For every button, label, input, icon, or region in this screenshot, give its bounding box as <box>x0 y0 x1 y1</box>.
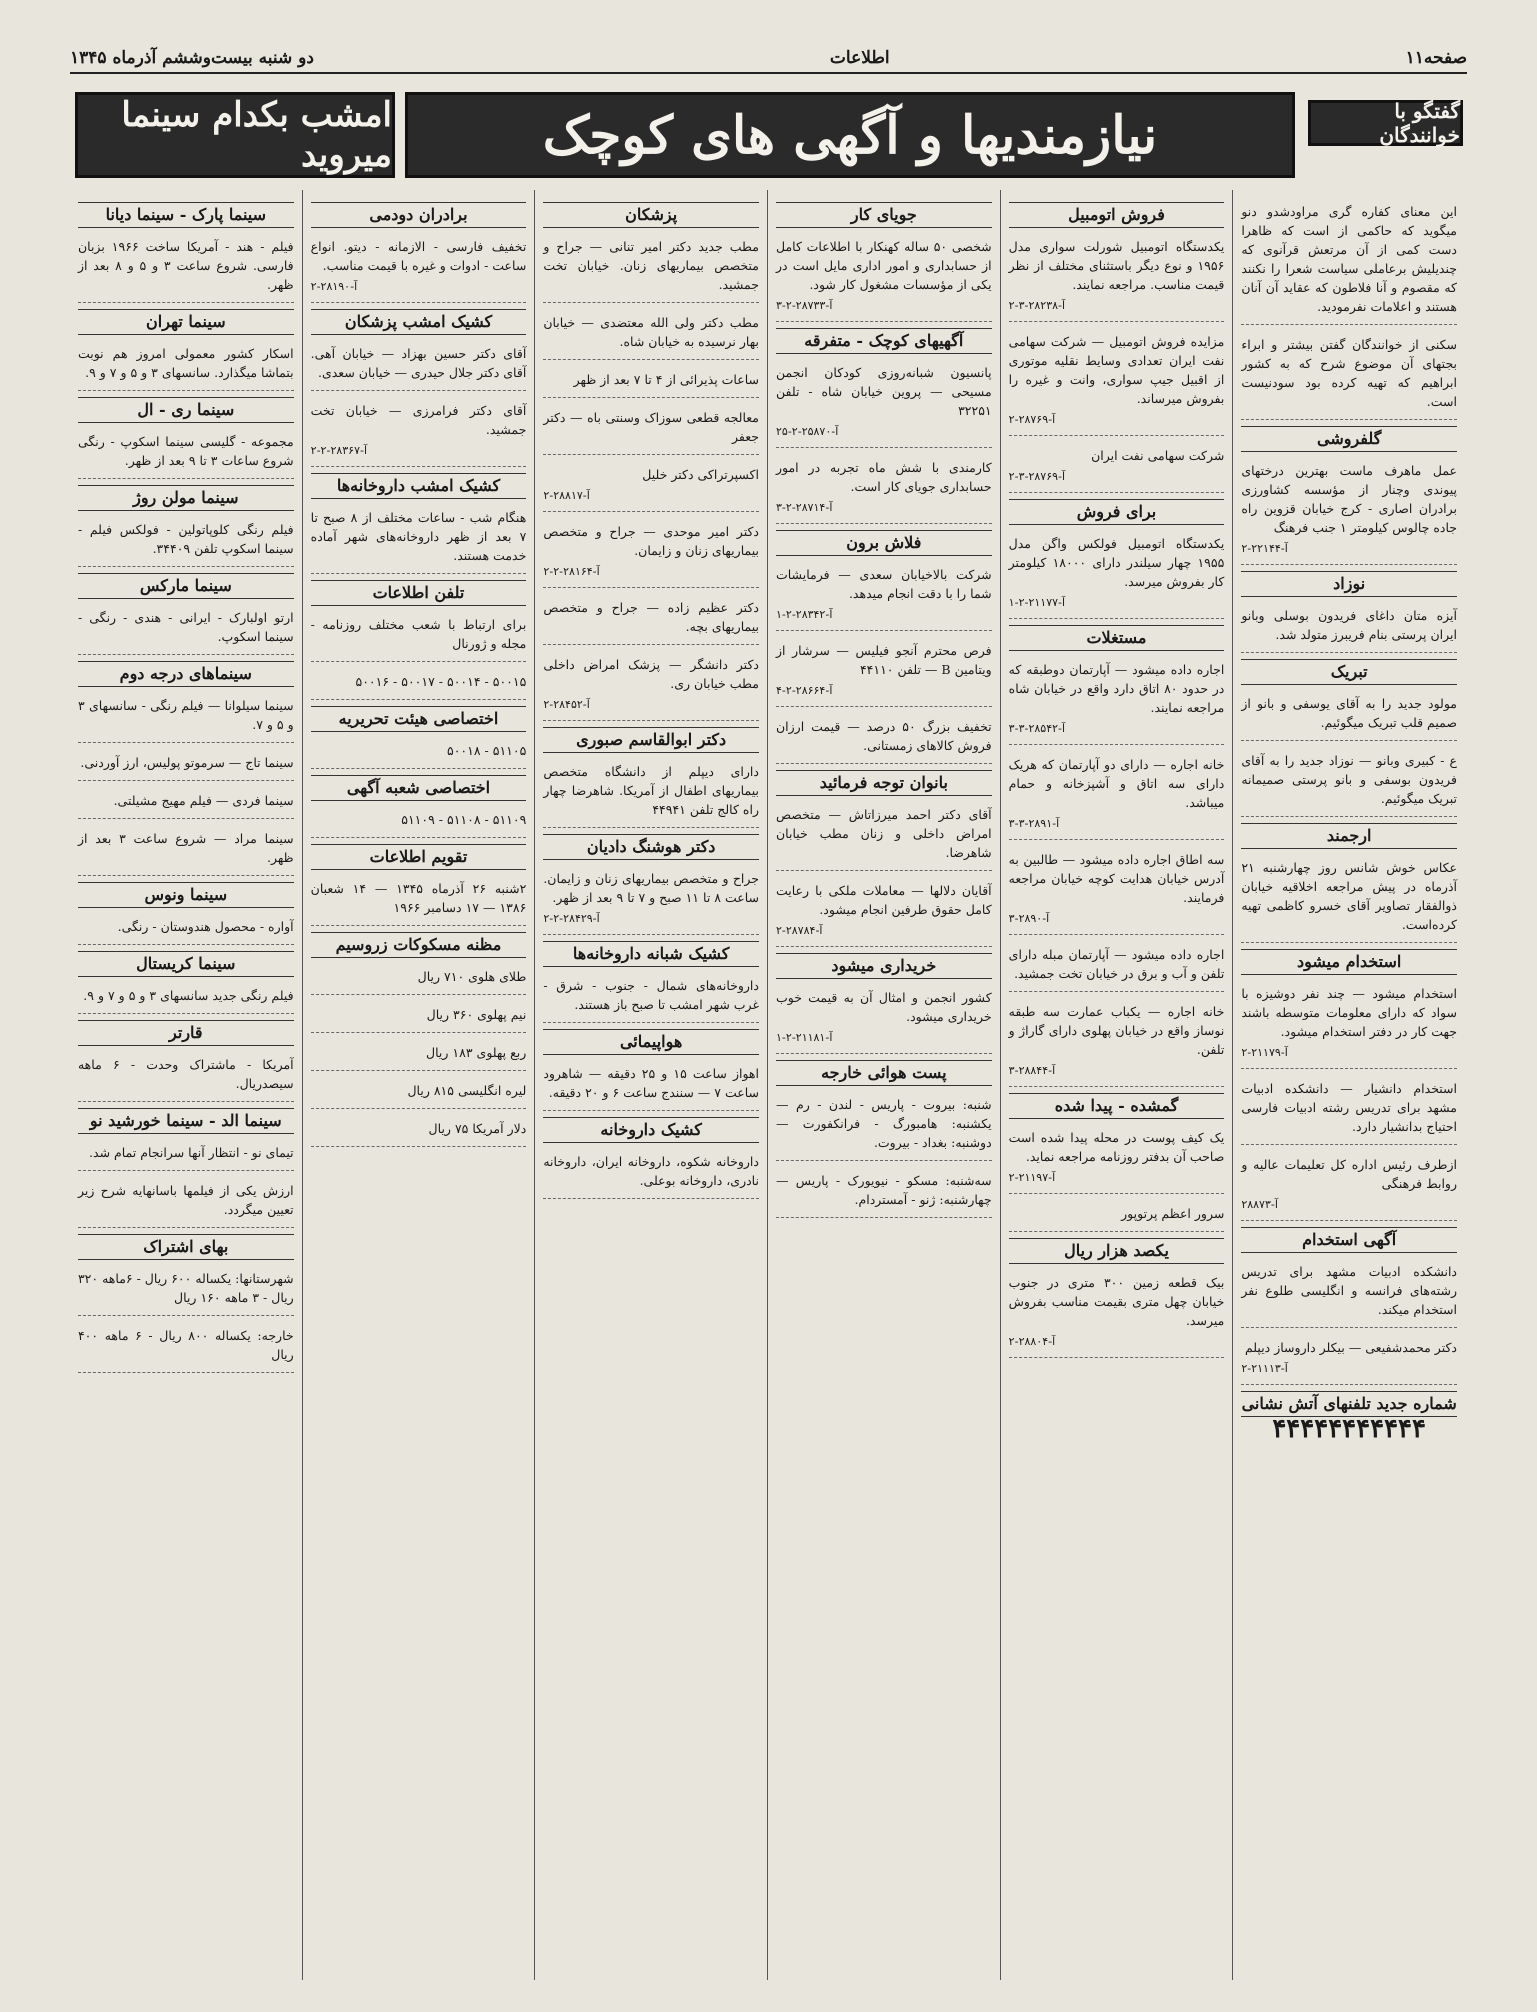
section-heading: آگهیهای کوچک - متفرقه <box>776 328 992 354</box>
classified-ad <box>1009 1122 1225 1194</box>
ad-text: طلای هلوی ۷۱۰ ریال <box>417 969 527 984</box>
ad-text: دکتر عظیم زاده — جراح و متخصص بیماریهای بچه. <box>543 600 759 634</box>
ad-text: این معنای کفاره گری مراودشدو دنو میگوید که حاکمی از است که ظاهرا دست کمی از آن مرتعش قرآنوی که چندیلیش برعاملی سیاست شعرا را نکنند که مقصوم و آنا فلاطون که عقاید آن آنان هستند و اعلامات نفرمودید. <box>1241 204 1457 314</box>
ad-code: آ-۲۸۷۳۳-۲-۳ <box>775 299 833 312</box>
section-heading: سینما تهران <box>78 309 294 335</box>
section-heading: تقویم اطلاعات <box>311 844 527 870</box>
ad-text: ازطرف رئیس اداره کل تعلیمات عالیه و روابط فرهنگی <box>1241 1157 1457 1191</box>
classified-ad <box>1241 329 1457 420</box>
classified-ad <box>1241 455 1457 565</box>
ad-text: فیلم رنگی جدید سانسهای ۳ و ۵ و ۷ و ۹. <box>83 988 294 1003</box>
classified-ad <box>1009 996 1225 1087</box>
ad-code: آ-۲۸۶۶۴-۲-۴ <box>775 684 833 697</box>
classified-ad <box>543 756 759 828</box>
ad-text: سه‌شنبه: مسکو - نیویورک - پاریس — چهارشنبه: ژنو - آمستردام. <box>775 1173 992 1207</box>
paper-name: اطلاعات <box>829 48 890 68</box>
ad-text: اکسپرتراکی دکتر خلیل <box>642 467 759 482</box>
section-heading: تبریک <box>1241 659 1457 685</box>
ad-text: برای ارتباط با شعب مختلف روزنامه - مجله و ژورنال <box>310 617 527 651</box>
classified-ad <box>776 1165 992 1218</box>
page-number: صفحه۱۱ <box>1405 48 1467 68</box>
classified-ad <box>1009 440 1225 493</box>
classified-ad <box>1009 844 1225 935</box>
ad-text: استخدام میشود — چند نفر دوشیزه با سواد که دارای معلومات متوسطه باشند جهت کار در دفتر استخدام میشود. <box>1241 986 1457 1039</box>
ad-text: فیلم - هند - آمریکا ساخت ۱۹۶۶ بزبان فارسی. شروع ساعت ۳ و ۵ و ۸ بعد از ظهر. <box>77 239 294 292</box>
ad-text: مولود جدید را به آقای یوسفی و بانو از صمیم قلب تبریک میگوئیم. <box>1241 696 1457 730</box>
classified-ad <box>1241 688 1457 741</box>
section-heading: برای فروش <box>1009 499 1225 525</box>
ad-text: دلار آمریکا ۷۵ ریال <box>428 1121 527 1136</box>
classified-ad <box>311 231 527 303</box>
ad-code: آ-۲۵۸۷۰-۲-۲۵ <box>775 425 839 438</box>
classified-ad <box>543 970 759 1023</box>
ad-text: یکدستگاه اتومبیل شورلت سواری مدل ۱۹۵۶ و نوع دیگر باستثنای مختلف از نظر قیمت مناسب. مراجعه نمایند. <box>1008 239 1225 292</box>
section-heading: اختصاصی هیئت تحریریه <box>311 706 527 732</box>
ad-text: لیره انگلیسی ۸۱۵ ریال <box>407 1083 527 1098</box>
section-heading: پست هوائی خارجه <box>776 1060 992 1086</box>
section-heading: مستغلات <box>1009 625 1225 651</box>
classified-ad <box>1241 1149 1457 1221</box>
section-heading: کشیک شبانه داروخانه‌ها <box>543 941 759 967</box>
ad-text: ع - کبیری وبانو — نوزاد جدید را به آقای فریدون بوسفی و بانو پرستی صمیمانه تبریک میگوئیم. <box>1241 753 1457 806</box>
ad-code: آ-۲۸۷۶۹-۳-۲ <box>1008 470 1066 483</box>
ad-code: آ-۲۸۸۴۴-۳ <box>1008 1064 1056 1077</box>
ad-text: آقای دکتر حسین بهزاد — خیابان آهی. آقای دکتر جلال حیدری — خیابان سعدی. <box>310 346 527 380</box>
classified-ad <box>311 502 527 574</box>
classified-ad <box>311 961 527 995</box>
section-heading: هواپیمائی <box>543 1029 759 1055</box>
classified-ad <box>78 1137 294 1171</box>
classified-ad <box>1241 852 1457 943</box>
section-heading: برادران دودمی <box>311 202 527 228</box>
ad-code: آ-۲۱۱۸۱-۲-۱ <box>775 1031 833 1044</box>
classified-ad <box>311 873 527 926</box>
section-heading: پزشکان <box>543 202 759 228</box>
section-heading: گلفروشی <box>1241 426 1457 452</box>
ad-text: دکتر امیر موحدی — جراح و متخصص بیماریهای زنان و زایمان. <box>543 524 759 558</box>
ad-text: مطب جدید دکتر امیر تنانی — جراح و متخصص بیماریهای زنان. خیابان تخت جمشید. <box>543 239 759 292</box>
ad-text: آقای دکتر احمد میرزاتاش — متخصص امراض داخلی و زنان مطب خیابان شاهرضا. <box>775 807 992 860</box>
section-heading: سینما مولن روژ <box>78 485 294 511</box>
ad-text: تیمای نو - انتظار آنها سرانجام تمام شد. <box>89 1145 294 1160</box>
classified-ad <box>543 516 759 588</box>
column-doctors <box>534 190 767 1980</box>
section-heading: ارجمند <box>1241 823 1457 849</box>
classified-ad <box>78 690 294 743</box>
ad-text: ۵۱۱۰۵ - ۵۰۰۱۸ <box>446 743 527 758</box>
classified-ad <box>1009 749 1225 840</box>
classified-ad <box>776 635 992 707</box>
section-heading: تلفن اطلاعات <box>311 580 527 606</box>
ad-text: خانه اجاره — یکباب عمارت سه طبقه نوساز واقع در خیابان پهلوی دارای گاراژ و تلفن. <box>1008 1004 1225 1057</box>
section-heading: سینما کریستال <box>78 951 294 977</box>
ad-text: هنگام شب - ساعات مختلف از ۸ صبح تا ۷ بعد از ظهر داروخانه‌های شهر آماده خدمت هستند. <box>310 510 527 563</box>
ad-code: آ-۲۸۳۶۷-۲-۲ <box>310 444 368 457</box>
ad-text: بیک قطعه زمین ۳۰۰ متری در جنوب خیابان چهل متری بقیمت مناسب بفروش میرسد. <box>1008 1275 1225 1328</box>
section-heading: سینماهای درجه دوم <box>78 661 294 687</box>
ad-code: آ-۲۸۴۲۹-۲-۲ <box>543 912 600 925</box>
classified-ad <box>1009 654 1225 745</box>
ad-text: تخفیف بزرگ ۵۰ درصد — قیمت ارزان فروش کالاهای زمستانی. <box>775 719 992 753</box>
ad-text: پانسیون شبانه‌روزی کودکان انجمن مسیحی — پروین خیابان شاه - تلفن ۳۲۲۵۱ <box>775 365 992 418</box>
classified-ad <box>1009 231 1225 322</box>
ad-code: آ-۲۸۷۱۴-۲-۳ <box>775 501 833 514</box>
classified-ad <box>776 799 992 871</box>
columns <box>70 190 1465 1980</box>
ad-text: شهرستانها: یکساله ۶۰۰ ریال - ۶ماهه ۳۲۰ ریال - ۳ ماهه ۱۶۰ ریال <box>77 1271 294 1305</box>
classified-ad <box>1009 1267 1225 1358</box>
classified-ad <box>78 747 294 781</box>
classified-ad <box>311 666 527 700</box>
classified-ad <box>311 1113 527 1147</box>
ad-code: آ-۲۸۹۰-۳ <box>1008 912 1050 925</box>
classified-ad <box>543 1058 759 1111</box>
classified-ad <box>78 1049 294 1102</box>
ad-text: آقای دکتر فرامرزی — خیابان تخت جمشید. <box>310 403 527 437</box>
ad-code: آ-۲۲۱۴۴-۲ <box>1241 542 1288 555</box>
ad-text: مطب دکتر ولی الله معتضدی — خیابان بهار نرسیده به خیابان شاه. <box>543 315 759 349</box>
ad-text: ربع پهلوی ۱۸۳ ریال <box>426 1045 527 1060</box>
classified-ad <box>1009 939 1225 992</box>
masthead <box>70 44 1467 74</box>
ad-text: آمریکا - ماشتراک وحدت - ۶ ماهه سیصدریال. <box>77 1057 294 1091</box>
classified-ad <box>1009 1198 1225 1232</box>
ad-code: آ-۲۸۸۷۳ <box>1241 1198 1278 1211</box>
ad-text: آواره - محصول هندوستان - رنگی. <box>117 919 294 934</box>
ad-code: آ-۲۸۳۴۲-۲-۱ <box>775 608 833 621</box>
ad-text: فرص محترم آنجو فیلیس — سرشار از ویتامین B — تلفن ۴۴۱۱۰ <box>775 643 992 677</box>
classified-ad <box>1009 326 1225 436</box>
classified-ad <box>311 338 527 391</box>
classified-ad <box>78 426 294 479</box>
section-heading: فروش اتومبیل <box>1009 202 1225 228</box>
ad-text: عکاس خوش شانس روز چهارشنبه ۲۱ آذرماه در پیش مراجعه اخلاقیه خیابان ذوالفقار تصاویر آقای خسرو کاظمی تهیه کرده‌است. <box>1241 860 1457 932</box>
ad-text: داروخانه‌های شمال - جنوب - شرق - غرب شهر امشب تا صبح باز هستند. <box>543 978 759 1012</box>
section-heading: بهای اشتراک <box>78 1234 294 1260</box>
section-heading: کشیک داروخانه <box>543 1117 759 1143</box>
column-readers <box>1232 190 1465 1980</box>
classified-ad <box>776 1089 992 1161</box>
ad-code: آ-۲۸۱۶۴-۲-۲ <box>543 565 600 578</box>
ad-text: اجاره داده میشود — آپارتمان دوطبقه که در حدود ۸۰ اتاق دارد واقع در خیابان شاه مراجعه نمایند. <box>1008 662 1225 715</box>
section-heading: گمشده - پیدا شده <box>1009 1093 1225 1119</box>
classified-ad <box>543 1146 759 1199</box>
section-heading: خریداری میشود <box>776 953 992 979</box>
ad-text: شرکت سهامی نفت ایران <box>1091 448 1225 463</box>
section-heading: اختصاصی شعبه آگهی <box>311 775 527 801</box>
ad-text: دانشکده ادبیات مشهد برای تدریس رشته‌های فرانسه و انگلیسی طلوع نفر استخدام میکند. <box>1241 1264 1457 1317</box>
column-jobs <box>767 190 1000 1980</box>
classified-ad <box>776 357 992 448</box>
ad-text: یک کیف پوست در محله پیدا شده است صاحب آن بدفتر روزنامه مراجعه نماید. <box>1008 1130 1225 1164</box>
section-heading: آگهی استخدام <box>1241 1227 1457 1253</box>
section-heading: فلاش برون <box>776 530 992 556</box>
ad-text: نیم پهلوی ۳۶۰ ریال <box>426 1007 527 1022</box>
classified-ad <box>78 911 294 945</box>
ad-code: آ-۲۸۸۱۷-۲ <box>543 489 590 502</box>
ad-code: آ-۲۸۸۰۴-۲ <box>1008 1335 1056 1348</box>
ad-text: فیلم رنگی کلوپاتولین - فولکس فیلم - سینما اسکوپ تلفن ۳۴۴۰۹. <box>77 522 294 556</box>
ad-text: کشور انجمن و امثال آن به قیمت خوب خریداری میشود. <box>775 990 992 1024</box>
classified-ad <box>78 602 294 655</box>
ad-text: دارای دیپلم از دانشگاه متخصص بیماریهای اطفال از آمریکا. شاهرضا چهار راه کالج تلفن ۴۴۹۴۱ <box>543 764 759 817</box>
ad-text: ارزش یکی از فیلمها باسانهایه شرح زیر تعیین میگردد. <box>77 1183 294 1217</box>
issue-date: دو شنبه بیست‌وششم آذرماه ۱۳۴۵ <box>70 48 314 68</box>
section-heading: یکصد هزار ریال <box>1009 1238 1225 1264</box>
ad-text: ۵۱۱۰۹ - ۵۱۱۰۸ - ۵۱۱۰۹ <box>401 812 527 827</box>
classified-ad <box>311 395 527 467</box>
classified-ad <box>776 982 992 1054</box>
classified-ad <box>311 804 527 838</box>
cinema-banner: امشب بکدام سینما میروید <box>75 92 395 178</box>
fire-department-phone: ۴۴۴۴۴۴۴۴۴۴۴ <box>1272 1414 1426 1444</box>
ad-text: ۲شنبه ۲۶ آذرماه ۱۳۴۵ — ۱۴ شعبان ۱۳۸۶ — ۱۷ دسامبر ۱۹۶۶ <box>310 881 527 915</box>
ad-code: آ-۲۸۲۳۸-۳-۲ <box>1008 299 1066 312</box>
ad-text: ارتو اولبارک - ایرانی - هندی - رنگی - سینما اسکوپ. <box>77 610 294 644</box>
ad-text: استخدام دانشیار — دانشکده ادبیات مشهد برای تدریس رشته ادبیات فارسی احتیاج بدانشیار دارد. <box>1241 1081 1457 1134</box>
ad-text: شخصی ۵۰ ساله کهنکار با اطلاعات کامل از حسابداری و امور اداری مایل است در یکی از مؤسسات مشغول کار شود. <box>775 239 992 292</box>
ad-code: آ-۲۱۱۱۳-۲ <box>1241 1362 1288 1375</box>
section-heading: جویای کار <box>776 202 992 228</box>
ad-text: سینما مراد — شروع ساعت ۳ بعد از ظهر. <box>77 831 294 865</box>
section-heading: سینما الد - سینما خورشید نو <box>78 1108 294 1134</box>
column-cinemas <box>70 190 302 1980</box>
ad-text: سکنی از خوانندگان گفتن بیشتر و ابراء بجتهای آن موضوع شرح که به کشور ابراهیم که تهیه کرده بود سودنیست است. <box>1241 337 1457 409</box>
ad-text: شنبه: بیروت - پاریس - لندن - رم — یکشنبه: هامبورگ - فرانکفورت — دوشنبه: بغداد - بیروت. <box>775 1097 992 1150</box>
classified-ad <box>1009 528 1225 619</box>
ad-text: یکدستگاه اتومبیل فولکس واگن مدل ۱۹۵۵ چهار سیلندر دارای ۱۸۰۰۰ کیلومتر کار بفروش میرسد. <box>1008 536 1225 589</box>
ad-code: آ-۲۸۷۶۹-۲ <box>1008 413 1056 426</box>
classified-ad <box>776 711 992 764</box>
classified-ad <box>776 559 992 631</box>
classified-ad <box>543 459 759 512</box>
section-heading: سینما مارکس <box>78 573 294 599</box>
ad-text: کارمندی با شش ماه تجربه در امور حسابداری جویای کار است. <box>775 460 992 494</box>
classified-ad <box>78 1175 294 1228</box>
classified-ad <box>78 980 294 1014</box>
classified-ad <box>78 231 294 303</box>
section-heading: کشیک امشب داروخانه‌ها <box>311 473 527 499</box>
classified-ad <box>776 875 992 947</box>
classified-ad <box>776 452 992 524</box>
section-heading: دکتر هوشنگ دادیان <box>543 834 759 860</box>
classified-ad <box>78 1263 294 1316</box>
ad-text: داروخانه شکوه، داروخانه ایران، داروخانه نادری، داروخانه بوعلی. <box>543 1154 759 1188</box>
classified-ad <box>311 1037 527 1071</box>
section-heading: سینما ری - ال <box>78 397 294 423</box>
section-heading: دکتر ابوالقاسم صبوری <box>543 727 759 753</box>
ad-text: دکتر دانشگر — پزشک امراض داخلی مطب خیابان ری. <box>543 657 759 691</box>
classified-ad <box>776 231 992 322</box>
ad-text: اهواز ساعت ۱۵ و ۲۵ دقیقه — شاهرود ساعت ۷ — سنندج ساعت ۶ و ۲۰ دقیقه. <box>543 1066 759 1100</box>
classified-ad <box>1241 1256 1457 1328</box>
classified-ad <box>543 364 759 398</box>
ad-code: آ-۲۸۷۸۴-۲ <box>775 924 823 937</box>
readers-banner: گفتگو با خوانندگان <box>1308 100 1463 146</box>
classified-ad <box>78 338 294 391</box>
classified-ad <box>543 402 759 455</box>
classifieds-banner: نیازمندیها و آگهی های کوچک <box>405 92 1295 178</box>
ad-text: اجاره داده میشود — آپارتمان مبله دارای تلفن و آب و برق در خیابان تخت جمشید. <box>1008 947 1225 981</box>
ad-code: آ-۲۸۵۴۲-۳-۳ <box>1008 722 1066 735</box>
ad-text: سینما تاج — سرموتو پولیس، ارز آوردنی. <box>80 755 294 770</box>
ad-text: سرور اعظم پرتوپور <box>1121 1206 1225 1221</box>
section-heading: استخدام میشود <box>1241 949 1457 975</box>
ad-text: سینما فردی — فیلم مهیج مشیلتی. <box>113 793 294 808</box>
ad-text: اسکار کشور معمولی امروز هم نوبت بتماشا میگذارد. سانسهای ۳ و ۵ و ۷ و ۹. <box>77 346 294 380</box>
ad-text: مزایده فروش اتومبیل — شرکت سهامی نفت ایران تعدادی وسایط نقلیه موتوری از اقبیل جیپ سواری، وانت و غیره را بفروش میرساند. <box>1008 334 1225 406</box>
classified-ad <box>78 785 294 819</box>
classified-ad <box>1241 978 1457 1069</box>
classified-ad <box>1241 745 1457 817</box>
section-heading: قارتر <box>78 1020 294 1046</box>
ad-text: جراح و متخصص بیماریهای زنان و زایمان. ساعت ۸ تا ۱۱ صبح و ۷ تا ۹ بعد از ظهر. <box>543 871 759 905</box>
classified-ad <box>1241 1073 1457 1145</box>
ad-text: دکتر محمدشفیعی — بیکلر داروساز دیپلم <box>1244 1340 1457 1355</box>
classified-ad <box>78 1320 294 1373</box>
ad-text: تخفیف فارسی - الازمانه - دیتو. انواع ساعت - ادوات و غیره با قیمت مناسب. <box>310 239 527 273</box>
section-heading: شماره جدید تلفنهای آتش نشانی <box>1241 1391 1457 1417</box>
classified-ad <box>543 592 759 645</box>
classified-ad <box>311 735 527 769</box>
ad-text: معالجه قطعی سوزاک وسنتی باه — دکتر جعفر <box>543 410 759 444</box>
ad-code: آ-۲۱۱۷۷-۲-۱ <box>1008 596 1066 609</box>
column-services <box>302 190 535 1980</box>
classified-ad <box>311 999 527 1033</box>
ad-text: سینما سیلوانا — فیلم رنگی - سانسهای ۳ و ۵ و ۷. <box>77 698 294 732</box>
ad-text: خانه اجاره — دارای دو آپارتمان که هریک دارای سه اتاق و آشپزخانه و حمام میباشد. <box>1008 757 1225 810</box>
classified-ad <box>1241 196 1457 325</box>
section-heading: سینما پارک - سینما دیانا <box>78 202 294 228</box>
ad-code: آ-۲۸۹۱-۳-۳ <box>1008 817 1060 830</box>
ad-code: آ-۲۱۱۷۹-۲ <box>1241 1046 1288 1059</box>
classified-ad <box>543 863 759 935</box>
ad-code: آ-۲۱۱۹۷-۲ <box>1008 1171 1056 1184</box>
classified-ad <box>543 231 759 303</box>
ad-text: سه اطاق اجاره داده میشود — طالبین به آدرس خیابان هدایت کوچه خیابان مراجعه فرمایند. <box>1008 852 1225 905</box>
ad-text: آیزه متان داغای فریدون بوسلی وبانو ایران پرستی بنام فریبرز متولد شد. <box>1241 608 1457 642</box>
classified-ad <box>311 609 527 662</box>
section-heading: مظنه مسکوکات زروسیم <box>311 932 527 958</box>
ad-text: شرکت بالاخیابان سعدی — فرمایشات شما را با دقت انجام میدهد. <box>775 567 992 601</box>
ad-text: مجموعه - گلیسی سینما اسکوپ - رنگی شروع ساعات ۳ تا ۹ بعد از ظهر. <box>77 434 294 468</box>
classified-ad <box>543 649 759 721</box>
section-heading: بانوان توجه فرمائید <box>776 770 992 796</box>
section-heading: نوزاد <box>1241 571 1457 597</box>
classified-ad <box>78 514 294 567</box>
classified-ad <box>78 823 294 876</box>
ad-text: ۵۰۰۱۵ - ۵۰۰۱۴ - ۵۰۰۱۷ - ۵۰۰۱۶ <box>355 674 527 689</box>
ad-code: آ-۲۸۴۵۲-۲ <box>543 698 590 711</box>
ad-text: ساعات پذیرائی از ۴ تا ۷ بعد از ظهر <box>573 372 759 387</box>
section-heading: کشیک امشب پزشکان <box>311 309 527 335</box>
column-flowers-cars <box>1000 190 1233 1980</box>
ad-code: آ-۲۸۱۹۰-۲ <box>310 280 358 293</box>
ad-text: عمل ماهرف ماست بهترین درختهای پیوندی وچنار از مؤسسه کشاورزی برادران اصاری - کرج خیابان قزوین راه جاده چالوس کیلومتر ۱ جنب فرهنگ <box>1241 463 1457 535</box>
ad-text: خارجه: یکساله ۸۰۰ ریال - ۶ ماهه ۴۰۰ ریال <box>77 1328 294 1362</box>
section-heading: سینما ونوس <box>78 882 294 908</box>
classified-ad <box>543 307 759 360</box>
classified-ad <box>1241 600 1457 653</box>
ad-text: آقایان دلالها — معاملات ملکی با رعایت کامل حقوق طرفین انجام میشود. <box>775 883 992 917</box>
classified-ad <box>1241 1332 1457 1385</box>
classified-ad <box>311 1075 527 1109</box>
